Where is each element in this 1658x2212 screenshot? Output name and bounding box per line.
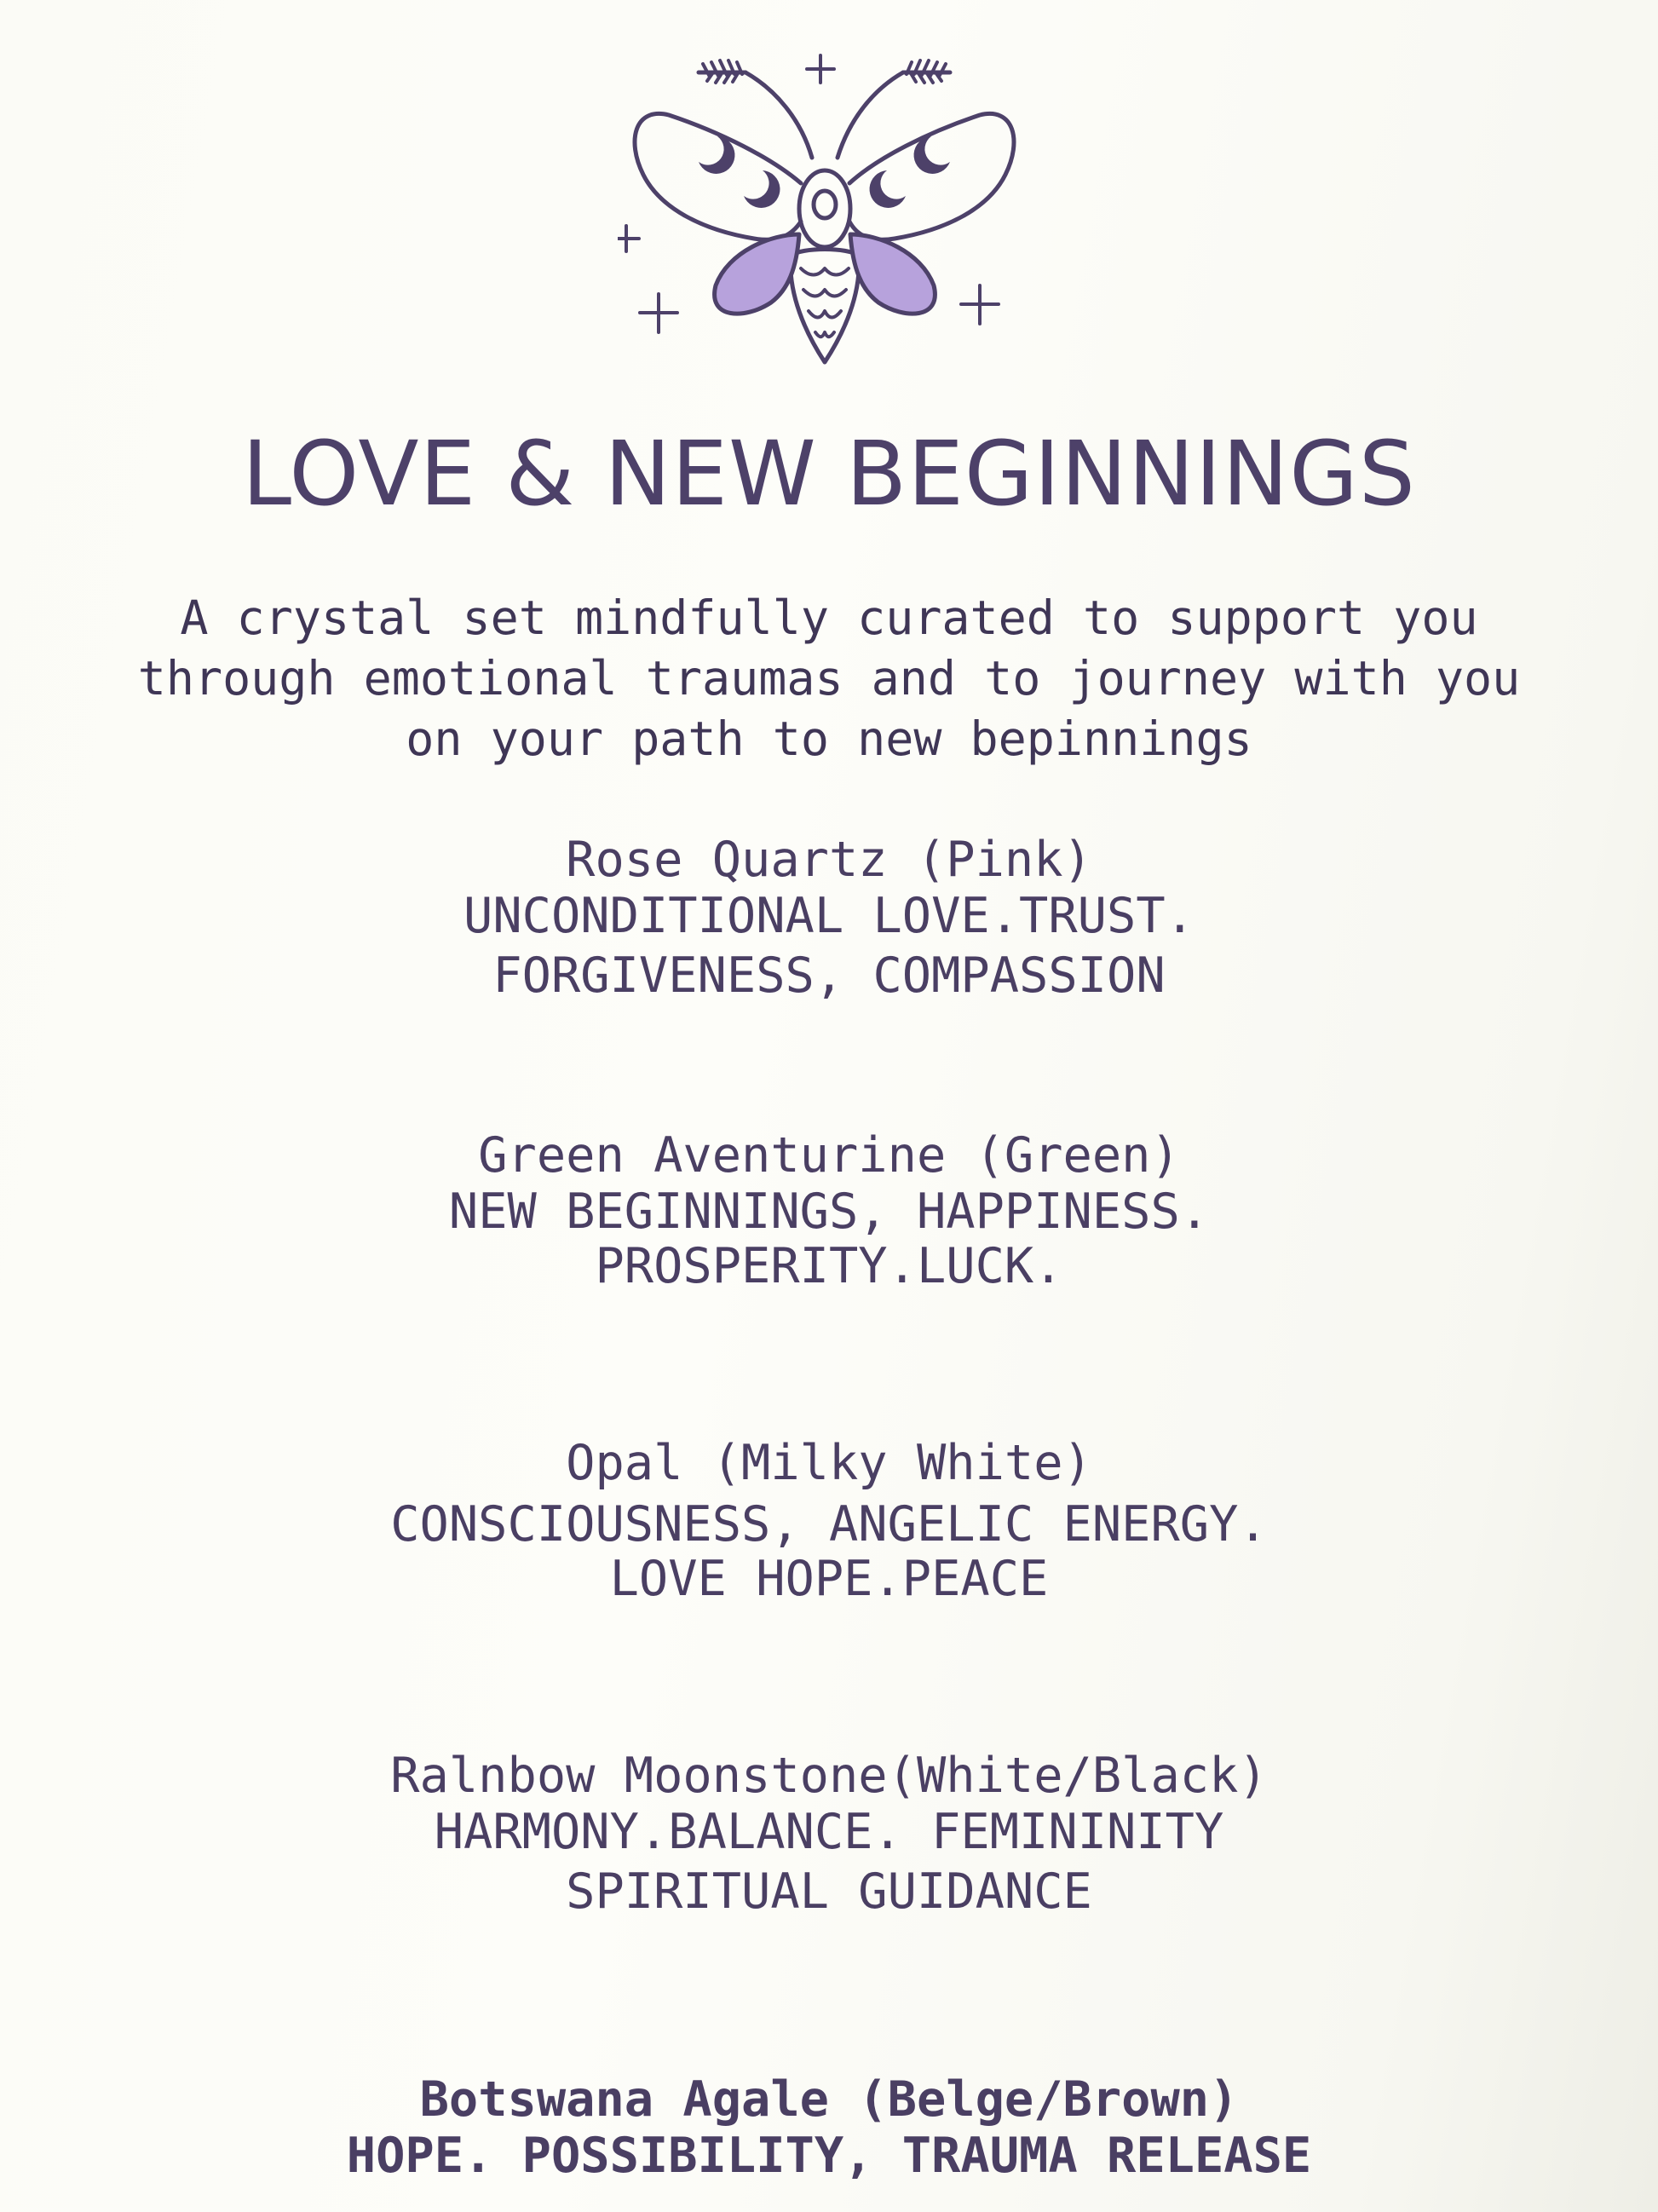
crystal-entry-opal (0, 1434, 1658, 1606)
crystal-name: Ralnbow Moonstone(White/Black) (390, 1748, 1268, 1804)
page-title: LOVE & NEW BEGINNINGS (242, 422, 1416, 526)
crystal-name: Rose Quartz (Pink) (566, 832, 1092, 888)
crystal-properties: NEW BEGINNINGS, HAPPINESS. (448, 1184, 1210, 1240)
crystal-entry-rose-quartz (0, 831, 1658, 1003)
crystal-properties: UNCONDITIONAL LOVE.TRUST. (463, 888, 1195, 944)
intro-paragraph (51, 588, 1607, 769)
crystal-name: Green Aventurine (Green) (478, 1127, 1180, 1184)
crystal-entry-botswana-agate (0, 2071, 1658, 2183)
crystal-properties: LOVE HOPE.PEACE (609, 1551, 1049, 1607)
crystal-properties: FORGIVENESS, COMPASSION (492, 948, 1166, 1004)
intro-line: on your path to new bepinnings (406, 711, 1252, 766)
intro-line: A crystal set mindfully curated to support you (180, 590, 1478, 645)
crystal-properties: HOPE. POSSIBILITY, TRAUMA RELEASE (346, 2128, 1312, 2184)
crystal-name: Botswana Agale (Belge/Brown) (419, 2071, 1239, 2128)
crystal-entry-green-aventurine (0, 1126, 1658, 1293)
moth-with-moons-icon (618, 38, 1039, 379)
crystal-properties: PROSPERITY.LUCK. (595, 1238, 1063, 1294)
crystal-entry-rainbow-moonstone (0, 1747, 1658, 1919)
crystal-properties: SPIRITUAL GUIDANCE (566, 1863, 1092, 1920)
crystal-name: Opal (Milky White) (566, 1435, 1092, 1491)
crystal-properties: HARMONY.BALANCE. FEMININITY (434, 1804, 1224, 1860)
intro-line: through emotional traumas and to journey with you (137, 651, 1521, 706)
crystal-properties: CONSCIOUSNESS, ANGELIC ENERGY. (390, 1496, 1268, 1552)
